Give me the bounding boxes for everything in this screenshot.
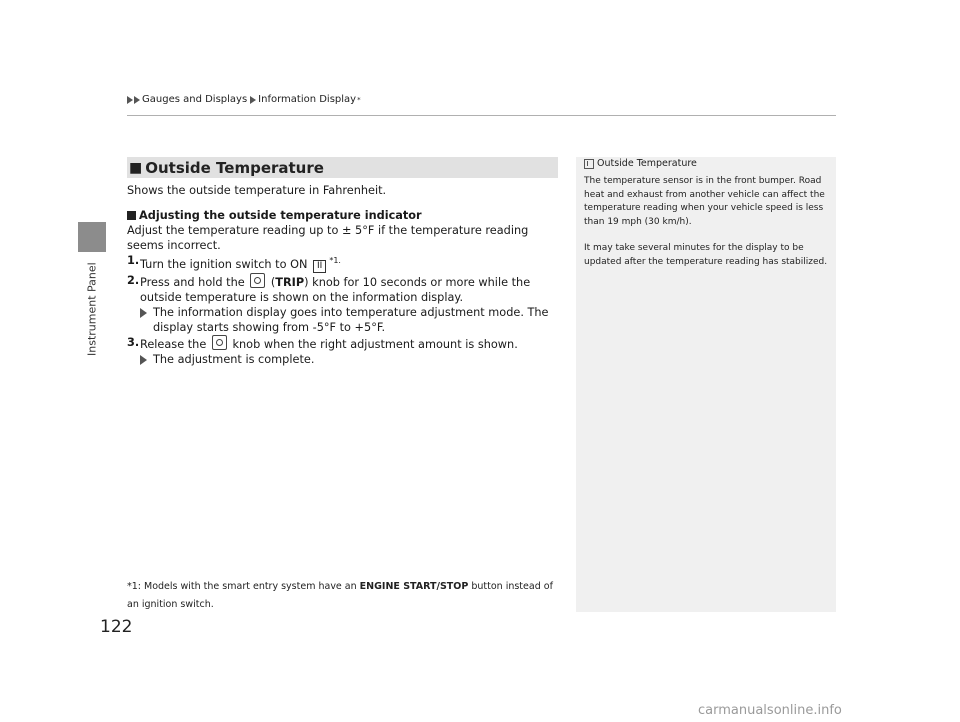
subsection-title: Adjusting the outside temperature indicator xyxy=(139,209,422,222)
step-text: Turn the ignition switch to ON xyxy=(140,257,312,271)
subsection-heading xyxy=(127,208,567,223)
adjust-text: Adjust the temperature reading up to ± 5°F if the temperature reading seems incorrect. xyxy=(127,224,529,252)
breadcrumb-section: Gauges and Displays xyxy=(142,94,248,105)
section-square-icon: ■ xyxy=(129,159,143,176)
step-text: Release the xyxy=(140,337,210,351)
main-content xyxy=(127,183,567,367)
step-item xyxy=(127,273,567,305)
sidebar-chapter-label: Instrument Panel xyxy=(85,262,99,356)
note-body xyxy=(584,175,832,282)
step-number: 2. xyxy=(127,273,140,287)
step-item xyxy=(127,335,567,352)
header-divider xyxy=(127,115,836,116)
footnote-text: button instead of an ignition switch. xyxy=(127,581,553,610)
trip-label: TRIP xyxy=(275,275,305,289)
step-text: knob when the right adjustment amount is shown. xyxy=(228,337,518,351)
step-result xyxy=(140,305,567,335)
step-text: ) knob for 10 seconds or more while the outside temperature is shown on the information display. xyxy=(140,275,531,304)
breadcrumb-page-marker: * xyxy=(357,95,361,104)
ignition-on-switch-icon: II xyxy=(313,260,326,273)
side-tab-marker xyxy=(78,222,106,252)
footnote xyxy=(127,578,567,614)
result-text: The adjustment is complete. xyxy=(153,352,315,366)
step-text: Press and hold the xyxy=(140,275,249,289)
breadcrumb-page: Information Display xyxy=(258,94,357,105)
result-arrow-icon xyxy=(140,308,147,318)
step-text: ( xyxy=(267,275,276,289)
step-number: 1. xyxy=(127,254,140,267)
result-text: The information display goes into temperature adjustment mode. The display starts showing from -5°F to +5°F. xyxy=(153,305,549,334)
selector-knob-icon xyxy=(212,335,227,350)
step-result xyxy=(140,352,567,367)
breadcrumb-arrow-icon xyxy=(250,96,256,104)
selector-knob-icon xyxy=(250,273,265,288)
note-heading xyxy=(584,158,697,169)
intro-text: Shows the outside temperature in Fahrenheit. xyxy=(127,184,387,197)
footnote-bold: ENGINE START/STOP xyxy=(359,581,469,592)
breadcrumb xyxy=(127,94,361,105)
step-item xyxy=(127,253,567,273)
section-header xyxy=(127,157,558,178)
subsection-square-icon xyxy=(127,211,136,220)
note-paragraph: The temperature sensor is in the front bumper. Road heat and exhaust from another vehicle can affect the temperature reading when your vehicle speed is less than 19 mph (30 km/h). xyxy=(584,176,825,227)
footnote-text: *1: Models with the smart entry system have an xyxy=(127,581,360,592)
step-number: 3. xyxy=(127,335,140,349)
page-number: 122 xyxy=(100,617,133,637)
result-arrow-icon xyxy=(140,355,147,365)
note-title: Outside Temperature xyxy=(597,158,697,169)
watermark: carmanualsonline.info xyxy=(698,703,842,718)
section-title: Outside Temperature xyxy=(145,158,324,177)
note-icon xyxy=(584,159,594,169)
breadcrumb-arrow-icon xyxy=(127,96,133,104)
note-paragraph: It may take several minutes for the display to be updated after the temperature reading has stabilized. xyxy=(584,243,828,267)
breadcrumb-arrow-icon xyxy=(134,96,140,104)
footnote-ref: *1. xyxy=(329,256,341,265)
